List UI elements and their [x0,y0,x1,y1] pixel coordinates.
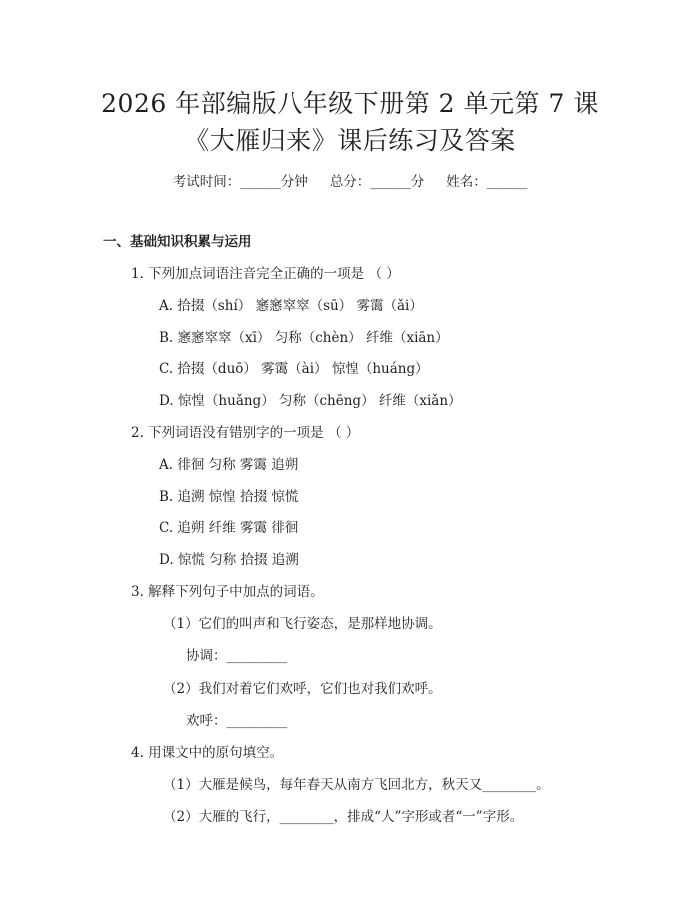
question-1-option-b: B. 窸窸窣窣（xī） 匀称（chèn） 纤维（xiān） [159,330,449,346]
document-title-line1: 2026 年部编版八年级下册第 2 单元第 7 课 [101,89,599,118]
question-2-option-c: C. 追朔 纤维 雾霭 徘徊 [159,520,299,536]
total-score-field: 总分：______分 [329,174,425,190]
question-3-sub-2: （2）我们对着它们欢呼，它们也对我们欢呼。 [163,681,442,697]
question-2-option-b: B. 追溯 惊惶 拾掇 惊慌 [159,489,299,505]
question-2-option-a: A. 徘徊 匀称 雾霭 追朔 [159,457,299,473]
question-3-sub-1: （1）它们的叫声和飞行姿态，是那样地协调。 [163,616,442,632]
question-1-option-a: A. 拾掇（shí） 窸窸窣窣（sū） 雾霭（ǎi） [159,298,423,314]
question-1-stem: 1. 下列加点词语注音完全正确的一项是 （ ） [131,266,400,282]
question-4-sub-2: （2）大雁的飞行，________，排成“人”字形或者“一”字形。 [163,809,524,825]
student-name-field: 姓名：______ [446,174,528,190]
question-2-stem: 2. 下列词语没有错别字的一项是 （ ） [131,425,360,441]
exam-time-field: 考试时间：______分钟 [172,174,308,190]
question-4-sub-1: （1）大雁是候鸟，每年春天从南方飞回北方，秋天又________。 [163,777,550,793]
question-3-stem: 3. 解释下列句子中加点的词语。 [131,584,324,600]
document-title-line2: 《大雁归来》课后练习及答案 [184,126,516,155]
question-1-option-d: D. 惊惶（huǎng） 匀称（chēng） 纤维（xiǎn） [159,393,462,409]
question-2-option-d: D. 惊慌 匀称 拾掇 追溯 [159,552,299,568]
question-4-stem: 4. 用课文中的原句填空。 [131,745,284,761]
question-3-answer-2: 欢呼：_________ [186,713,288,729]
question-1-option-c: C. 拾掇（duō） 雾霭（ài） 惊惶（huáng） [159,361,429,377]
question-3-answer-1: 协调：_________ [186,648,288,664]
exam-meta-row [0,170,700,190]
section-heading: 一、基础知识积累与运用 [103,234,252,250]
